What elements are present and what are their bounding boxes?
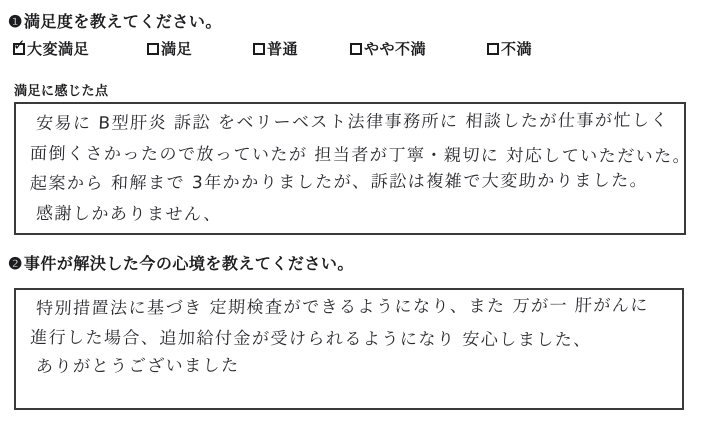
check-icon: ✓ — [13, 35, 27, 54]
option-satisfied[interactable] — [147, 38, 192, 59]
handwritten-line: 安易に B型肝炎 訴訟 をベリーベスト法律事務所に 相談したが仕事が忙しく — [35, 110, 670, 134]
checkbox-icon — [13, 35, 27, 55]
checkbox-icon — [147, 43, 159, 55]
option-neutral[interactable] — [253, 38, 298, 59]
question2-number-icon: ❷ — [8, 256, 23, 273]
option-label: 不満 — [501, 42, 533, 58]
question1-title-text: 満足度を教えてください。 — [23, 14, 222, 31]
question2-title-text: 事件が解決した今の心境を教えてください。 — [23, 256, 354, 273]
satisfaction-points-label: 満足に感じた点 — [14, 83, 109, 98]
option-very-satisfied[interactable] — [13, 35, 90, 59]
handwritten-line: 感謝しかありません、 — [35, 204, 223, 225]
question2-answer-box — [14, 288, 684, 410]
option-label: 普通 — [267, 42, 299, 58]
checkbox-icon — [253, 43, 265, 55]
handwritten-line: 起案から 和解まで 3年かかりましたが、訴訟は複雑で大変助かりました。 — [29, 170, 649, 194]
question1-title — [8, 9, 222, 32]
handwritten-line: ありがとうございました — [35, 355, 241, 377]
option-dissatisfied[interactable] — [487, 38, 532, 59]
option-label: 大変満足 — [27, 42, 90, 58]
handwritten-line: 面倒くさかったので放っていたが 担当者が丁寧・親切に 対応していただいた。 — [29, 144, 692, 167]
checkbox-icon — [350, 43, 362, 55]
question1-answer-box — [14, 102, 692, 235]
option-somewhat-dissatisfied[interactable] — [350, 38, 426, 59]
option-label: 満足 — [161, 42, 193, 58]
question2-title — [8, 251, 354, 274]
handwritten-line: 特別措置法に基づき 定期検査ができるようになり、また 万が一 肝がんに — [35, 295, 650, 319]
checkbox-icon — [487, 43, 499, 55]
handwritten-line: 進行した場合、追加給付金が受けられるようになり 安心しました、 — [29, 328, 593, 351]
option-label: やや不満 — [364, 42, 427, 58]
question1-number-icon: ❶ — [8, 14, 23, 31]
